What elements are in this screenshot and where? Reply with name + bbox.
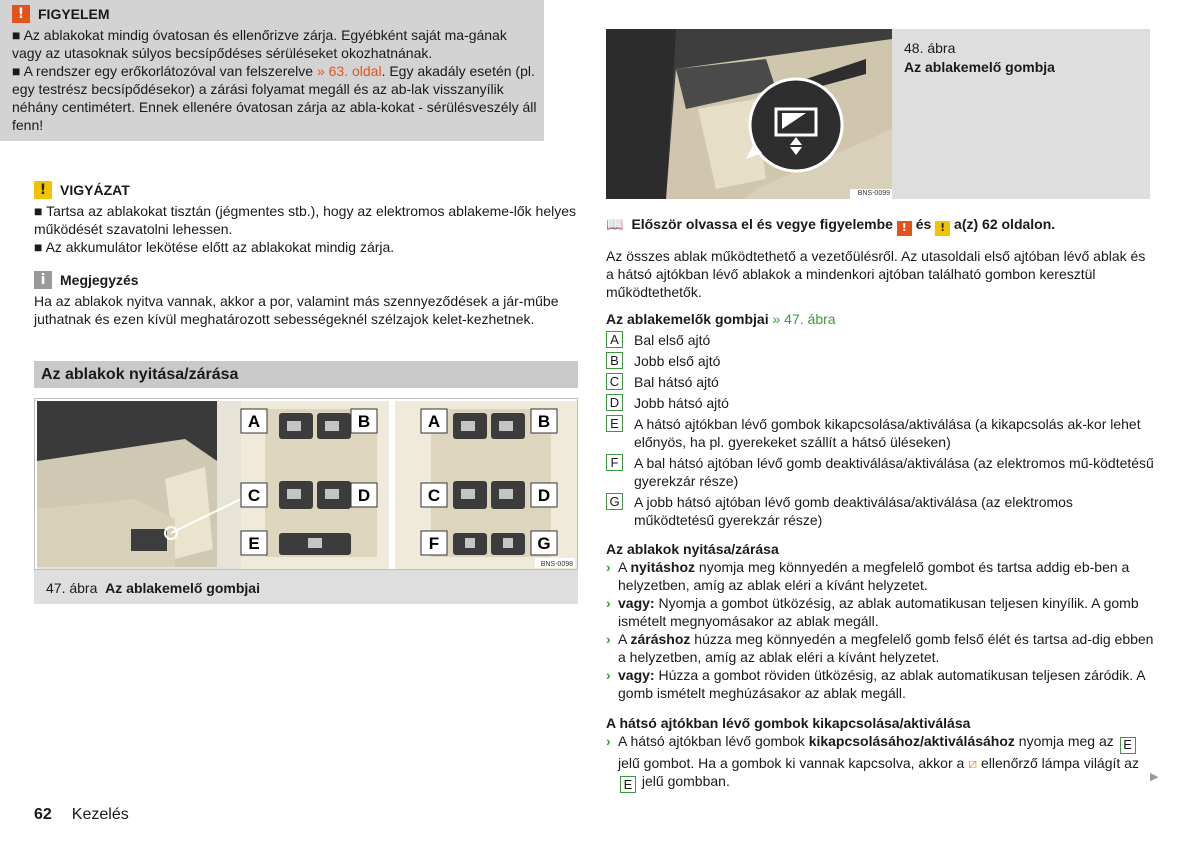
figure-47-title: Az ablakemelő gombjai xyxy=(105,580,260,596)
step-text: jelű gombban. xyxy=(638,772,730,789)
page-link-63[interactable]: » 63. oldal xyxy=(316,63,382,79)
step-text: Nyomja a gombot ütközésig, az ablak automatikusan teljesen kinyílik. A gomb ismételt megnyomásakor az ablak megáll. xyxy=(618,595,1139,629)
warning-ref-icon: ! xyxy=(897,221,912,236)
legend-text: Jobb első ajtó xyxy=(634,353,721,369)
caution-paragraph-1: ■ Tartsa az ablakokat tisztán (jégmentes stb.), hogy az elektromos ablakeme-lők helyes működését szavatolni lehessen. xyxy=(34,203,577,237)
legend-item xyxy=(606,352,1154,370)
page-footer xyxy=(34,806,129,824)
legend-key: F xyxy=(606,454,623,471)
legend-item xyxy=(606,373,1154,391)
step-text: A xyxy=(618,631,631,647)
chevron-right-icon: › xyxy=(606,595,611,611)
figure-48-number: 48. ábra xyxy=(904,40,956,56)
callout-right-a: A xyxy=(427,412,441,431)
legend-key: A xyxy=(606,331,623,348)
legend-key: B xyxy=(606,352,623,369)
caution-ref-icon: ! xyxy=(935,221,950,236)
magnifier-circle xyxy=(750,79,842,171)
legend-item xyxy=(606,331,1154,349)
step-text: Húzza a gombot röviden ütközésig, az ablak automatikusan teljesen záródik. A gomb ismételt meghúzásakor az ablak megáll. xyxy=(618,667,1145,701)
warning-icon: ! xyxy=(12,5,30,23)
window-button-illustration xyxy=(606,29,892,199)
legend-key: D xyxy=(606,394,623,411)
warning-box xyxy=(0,0,544,141)
figure-48 xyxy=(606,29,892,199)
step-keyword: vagy: xyxy=(618,667,655,683)
step-keyword: nyitáshoz xyxy=(630,559,696,575)
caution-title-row xyxy=(34,180,578,200)
legend-text: Jobb hátsó ajtó xyxy=(634,395,729,411)
step-text: húzza meg könnyedén a megfelelő gomb felső élét és tartsa ad-dig ebben a helyzetben, amíg az ablak eléri a kívánt helyzetet. xyxy=(618,631,1154,665)
callout-left-b: B xyxy=(357,412,371,431)
figure-47 xyxy=(34,398,578,570)
step-keyword: kikapcsolásához/aktiválásához xyxy=(808,733,1015,749)
legend-text: A bal hátsó ajtóban lévő gomb deaktiválása/aktiválása (az elektromos mű-ködtetésű gyerekzár része) xyxy=(634,455,1154,489)
callout-right-d: D xyxy=(537,486,551,505)
next-page-arrow-icon: ▶ xyxy=(1150,771,1159,783)
legend-text: Bal hátsó ajtó xyxy=(634,374,719,390)
warning-paragraph-2 xyxy=(12,62,538,134)
chevron-right-icon: › xyxy=(606,733,611,749)
read-first-and: és xyxy=(915,216,932,232)
callout-left-a: A xyxy=(247,412,261,431)
legend-heading xyxy=(606,310,1154,328)
window-switch-illustration xyxy=(35,399,579,571)
caution-icon: ! xyxy=(34,181,52,199)
step-text: A xyxy=(618,559,631,575)
warning-title: FIGYELEM xyxy=(38,6,110,22)
step-text: ellenőrző lámpa világít az xyxy=(977,754,1139,771)
key-e: E xyxy=(1120,737,1136,754)
page-number: 62 xyxy=(34,806,52,823)
rear-buttons-title: A hátsó ajtókban lévő gombok kikapcsolása/aktiválása xyxy=(606,715,971,731)
rear-buttons-section xyxy=(606,714,1154,793)
callout-right-b: B xyxy=(537,412,551,431)
callout-left-c: C xyxy=(247,486,261,505)
section-heading: Az ablakok nyitása/zárása xyxy=(34,361,578,388)
step-keyword: vagy: xyxy=(618,595,655,611)
legend-item xyxy=(606,415,1154,451)
step-text: A hátsó ajtókban lévő gombok xyxy=(618,733,809,749)
chapter-name: Kezelés xyxy=(71,806,129,823)
step-text: nyomja meg könnyedén a megfelelő gombot és tartsa addig eb-ben a helyzetben, amíg az ablak eléri a kívánt helyzetet. xyxy=(618,559,1130,593)
callout-right-c: C xyxy=(427,486,441,505)
chevron-right-icon: › xyxy=(606,559,611,575)
step-text: nyomja meg az xyxy=(1014,733,1114,749)
open-close-title: Az ablakok nyitása/zárása xyxy=(606,541,779,557)
legend-title: Az ablakemelők gombjai xyxy=(606,311,769,327)
warning-p2-rest: . Egy akadály esetén (pl. egy testrész becsípődésekor) a zárási folyamat megáll és az ab-lak visszanyílik néhány centimétert. Ennek ellenére óvatosan zárja az abla-kokat - sérülésveszély áll fenn! xyxy=(12,63,537,133)
callout-right-g: G xyxy=(537,534,551,553)
read-first-page: a(z) 62 oldalon. xyxy=(954,216,1056,232)
legend-text: A hátsó ajtókban lévő gombok kikapcsolása/aktiválása (a kikapcsolás ak-kor lehet előnyös, ha pl. gyerekeket szállít a hátsó üléseken) xyxy=(634,416,1141,450)
warning-p2-text: ■ A rendszer egy erőkorlátozóval van felszerelve xyxy=(12,63,317,79)
legend-list xyxy=(606,331,1154,532)
book-icon: 📖 xyxy=(606,217,624,233)
legend-key: G xyxy=(606,493,623,510)
note-block xyxy=(34,270,578,328)
intro-paragraph: Az összes ablak működtethető a vezetőülésről. Az utasoldali első ajtóban lévő ablak és a hátsó ajtókban lévő ablakok a mindenkori ajtóban található gombon keresztül működtethetők. xyxy=(606,248,1146,300)
note-title: Megjegyzés xyxy=(60,272,139,288)
step-close-alt xyxy=(606,666,1154,702)
legend-item xyxy=(606,454,1154,490)
read-first-line xyxy=(606,215,1154,236)
step-open xyxy=(606,558,1154,594)
caution-paragraph-2: ■ Az akkumulátor lekötése előtt az ablakokat mindig zárja. xyxy=(34,239,395,255)
figure-47-number: 47. ábra xyxy=(46,580,98,596)
legend-key: C xyxy=(606,373,623,390)
step-close xyxy=(606,630,1154,666)
read-first-text: Először olvassa el és vegye figyelembe xyxy=(631,216,893,232)
open-close-section xyxy=(606,540,1154,702)
step-keyword: záráshoz xyxy=(630,631,691,647)
note-title-row xyxy=(34,270,578,290)
info-icon: i xyxy=(34,271,52,289)
figure-47-link[interactable]: » 47. ábra xyxy=(772,311,836,327)
caution-title: VIGYÁZAT xyxy=(60,182,130,198)
legend-item xyxy=(606,394,1154,412)
lock-warning-icon: ⧄ xyxy=(968,754,978,771)
caution-block xyxy=(34,180,578,256)
chevron-right-icon: › xyxy=(606,631,611,647)
figure-47-code: BNS-0098 xyxy=(540,561,573,568)
legend-text: A jobb hátsó ajtóban lévő gomb deaktiválása/aktiválása (az elektromos működtetésű gyerekzár része) xyxy=(634,494,1073,528)
warning-title-row xyxy=(12,4,538,24)
figure-48-caption xyxy=(892,29,1150,199)
figure-48-title: Az ablakemelő gombja xyxy=(904,59,1055,75)
callout-left-e: E xyxy=(248,534,260,553)
figure-47-caption xyxy=(34,570,578,604)
step-text: jelű gombot. Ha a gombok ki vannak kapcsolva, akkor a xyxy=(618,754,965,771)
legend-key: E xyxy=(606,415,623,432)
chevron-right-icon: › xyxy=(606,667,611,683)
callout-right-f: F xyxy=(428,534,440,553)
step-open-alt xyxy=(606,594,1154,630)
note-text: Ha az ablakok nyitva vannak, akkor a por, valamint más szennyeződések a jár-műbe juthatnak és ezen kívül meghatározott sebességeknél szélzajok kelet-kezhetnek. xyxy=(34,293,559,327)
warning-paragraph-1: ■ Az ablakokat mindig óvatosan és ellenőrizve zárja. Egyébként saját ma-gának vagy az utasoknak súlyos becsípődéses sérüléseket okozhatnának. xyxy=(12,27,507,61)
callout-left-d: D xyxy=(357,486,371,505)
legend-text: Bal első ajtó xyxy=(634,332,711,348)
key-e: E xyxy=(620,776,636,793)
step-rear xyxy=(606,732,1154,793)
figure-48-code: BNS-0099 xyxy=(857,190,890,197)
legend-item xyxy=(606,493,1154,529)
